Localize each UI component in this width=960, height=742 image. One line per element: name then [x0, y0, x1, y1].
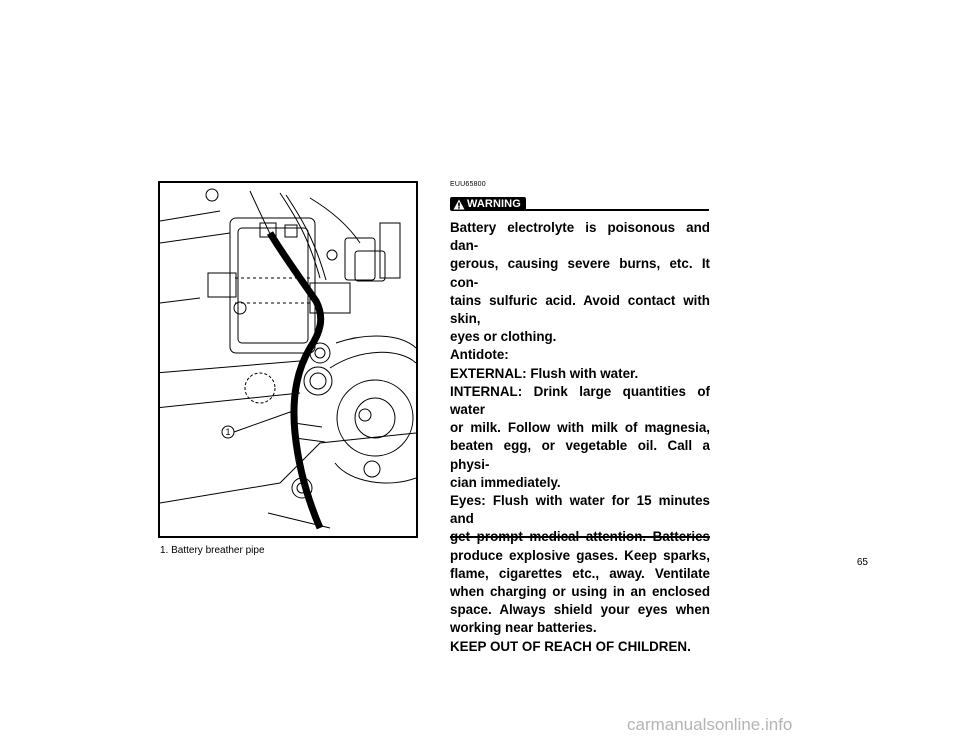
figure-callout-number: 1	[225, 427, 231, 437]
warning-line: tains sulfuric acid. Avoid contact with skin,	[450, 292, 710, 327]
warning-label: WARNING	[467, 198, 521, 210]
warning-line: or milk. Follow with milk of magnesia,	[450, 420, 710, 436]
warning-line: Battery electrolyte is poisonous and dan-	[450, 220, 710, 254]
warning-line: Eyes: Flush with water for 15 minutes and	[450, 493, 710, 527]
watermark: carmanualsonline.info	[627, 715, 793, 734]
warning-line: eyes or clothing.	[450, 329, 557, 345]
page-number: 65	[856, 557, 868, 568]
warning-line: flame, cigarettes etc., away. Ventilate	[450, 565, 710, 581]
warning-rule	[525, 209, 709, 211]
warning-badge	[450, 197, 526, 211]
document-code: EUU65800	[450, 181, 486, 188]
warning-line: space. Always shield your eyes when	[450, 602, 710, 618]
warning-end-rule	[450, 536, 710, 538]
warning-line: beaten egg, or vegetable oil. Call a physi-	[450, 438, 710, 472]
figure-caption: 1. Battery breather pipe	[160, 545, 265, 556]
warning-line: when charging or using in an enclosed	[450, 584, 710, 600]
warning-triangle-icon	[453, 199, 465, 210]
warning-header	[450, 197, 709, 211]
battery-breather-pipe-illustration	[158, 181, 418, 538]
warning-line: gerous, causing severe burns, etc. It con-	[450, 256, 710, 290]
warning-line: INTERNAL: Drink large quantities of water	[450, 383, 710, 418]
engine-line-drawing	[160, 183, 416, 536]
warning-line: EXTERNAL: Flush with water.	[450, 365, 639, 381]
warning-line: produce explosive gases. Keep sparks,	[450, 547, 710, 563]
warning-line: cian immediately.	[450, 474, 561, 490]
warning-line: Antidote:	[450, 347, 509, 363]
warning-line: working near batteries.	[450, 620, 597, 636]
warning-line: KEEP OUT OF REACH OF CHILDREN.	[450, 638, 691, 654]
warning-text	[450, 219, 710, 656]
